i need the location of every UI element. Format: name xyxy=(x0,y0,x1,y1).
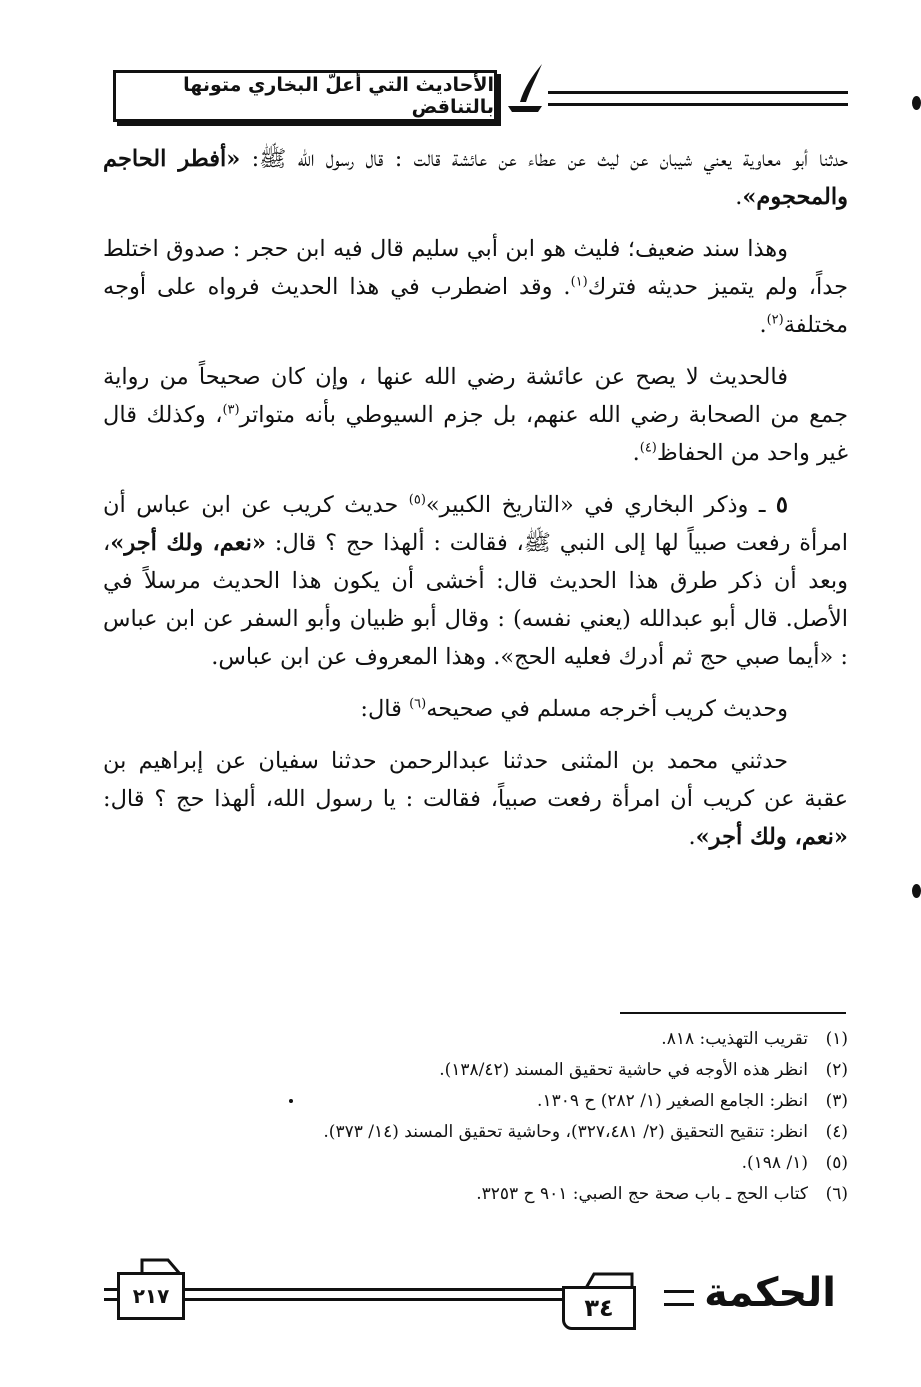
quill-icon xyxy=(502,62,550,114)
text-run: ـ وذكر البخاري في «التاريخ الكبير» xyxy=(425,492,776,518)
footnote-text: انظر: الجامع الصغير (١/ ٢٨٢) ح ١٣٠٩. xyxy=(537,1091,808,1111)
magazine-logo-text: الحكمة xyxy=(704,1270,836,1316)
footer-rule-mid-bottom xyxy=(182,1298,564,1301)
text-run: . وقد اضطرب في هذا الحديث فرواه على أوجه مختلفة xyxy=(103,274,848,338)
text-run: فالحديث لا يصح عن عائشة رضي الله عنها ، وإن كان صحيحاً من رواية جمع من الصحابة رضي الله عنهم، بل جزم السيوطي بأنه متواتر xyxy=(103,364,848,428)
text-run: حدثنا أبو معاوية يعني شيبان عن ليث عن عطاء عن عائشة قالت : قال رسول الله ﷺ: xyxy=(240,146,848,172)
running-header-title: الأحاديث التي أعلّ البخاري متونها بالتناقض xyxy=(183,74,494,118)
text-run: . xyxy=(759,312,767,338)
text-run: وهذا سند ضعيف؛ فليث هو ابن أبي سليم قال فيه ابن حجر : صدوق اختلط جداً، ولم يتميز حديثه فترك xyxy=(103,236,849,300)
body-paragraph xyxy=(103,358,848,472)
bold-text: «نعم، ولك أجر» xyxy=(695,824,848,850)
body-paragraph xyxy=(103,486,848,676)
footnote-ref: (٢) xyxy=(766,312,784,328)
page-number-text: ٢١٧ xyxy=(132,1284,170,1308)
footnote-ref: (٦) xyxy=(409,696,427,712)
text-run: . xyxy=(688,824,696,850)
footnote-text: انظر هذه الأوجه في حاشية تحقيق المسند (١٣٨/٤٢). xyxy=(439,1060,808,1080)
text-run: . xyxy=(735,184,743,210)
footnote-item xyxy=(200,1148,848,1179)
footnote-number: (٦) xyxy=(825,1184,848,1204)
footnote-item xyxy=(200,1024,848,1055)
magazine-logo xyxy=(704,1270,836,1316)
footnote-ref: (٤) xyxy=(639,440,657,456)
footer-rule-left-top xyxy=(104,1288,118,1291)
body-paragraph xyxy=(103,742,848,856)
body-paragraph xyxy=(103,230,848,344)
footnote-number: (٢) xyxy=(825,1060,848,1080)
footnote-text: انظر: تنقيح التحقيق (٢/ ٣٢٧،٤٨١)، وحاشية تحقيق المسند (١٤/ ٣٧٣). xyxy=(323,1122,808,1142)
footnote-item xyxy=(200,1179,848,1210)
running-header xyxy=(113,70,497,122)
footer-rule-left-bottom xyxy=(104,1298,118,1301)
footer-equals-sign xyxy=(664,1290,694,1306)
footnote-item xyxy=(200,1055,848,1086)
text-run: ، وكذلك قال غير واحد من الحفاظ xyxy=(103,402,848,466)
footnote-item xyxy=(200,1117,848,1148)
text-run: . xyxy=(632,440,640,466)
text-run: وحديث كريب أخرجه مسلم في صحيحه xyxy=(426,696,788,722)
text-run: حدثني محمد بن المثنى حدثنا عبدالرحمن حدثنا سفيان عن إبراهيم بن عقبة عن كريب أن امرأة رفعت صبياً، فقالت : يا رسول الله، ألهذا حج ؟ قال: xyxy=(103,748,848,812)
footnote-text: كتاب الحج ـ باب صحة حج الصبي: ٩٠١ ح ٣٢٥٣. xyxy=(476,1184,808,1204)
footnote-item xyxy=(200,1086,848,1117)
bold-text: «أفطر الحاجم والمحجوم» xyxy=(103,146,848,210)
footnote-text: تقريب التهذيب: ٨١٨. xyxy=(661,1029,808,1049)
margin-dot xyxy=(912,96,921,110)
footnote-separator xyxy=(620,1012,846,1014)
footnote-ref: (٥) xyxy=(408,492,426,508)
text-run: ، وبعد أن ذكر طرق هذا الحديث قال: أخشى أن يكون هذا الحديث مرسلاً في الأصل. قال أبو عبدالله (يعني نفسه) : وقال أبو ظبيان وأبو السفر عن ابن عباس : «أيما صبي حج ثم أدرك فعليه الحج». وهذا المعروف عن ابن عباس. xyxy=(103,530,849,670)
footnote-number: (١) xyxy=(825,1029,848,1049)
body-paragraph xyxy=(103,140,848,216)
footnote-number: (٤) xyxy=(825,1122,848,1142)
body-paragraph xyxy=(103,690,848,728)
footer-rule-mid-top xyxy=(182,1288,564,1291)
footnote-ref: (١) xyxy=(570,274,588,290)
bold-text: ٥ xyxy=(775,492,788,518)
margin-dot xyxy=(912,884,921,898)
folder-tab-icon xyxy=(584,1270,636,1290)
footnote-ref: (٣) xyxy=(222,402,240,418)
issue-number-text: ٣٤ xyxy=(584,1294,614,1322)
ink-speck xyxy=(289,1099,293,1103)
footnotes xyxy=(200,1024,848,1210)
text-run: قال: xyxy=(360,696,410,722)
header-rule-top xyxy=(548,91,848,94)
footnote-text: (١/ ١٩٨). xyxy=(741,1153,808,1173)
header-rule-bottom xyxy=(548,103,848,106)
text-run: حديث كريب عن ابن عباس أن امرأة رفعت صبياً لها إلى النبي ﷺ، فقالت : ألهذا حج ؟ قال: xyxy=(103,492,848,556)
issue-number xyxy=(562,1286,636,1330)
footnote-number: (٣) xyxy=(825,1091,848,1111)
main-text xyxy=(103,140,848,870)
page-number xyxy=(117,1272,185,1320)
footnote-number: (٥) xyxy=(825,1153,848,1173)
bold-text: «نعم، ولك أجر» xyxy=(110,530,266,556)
